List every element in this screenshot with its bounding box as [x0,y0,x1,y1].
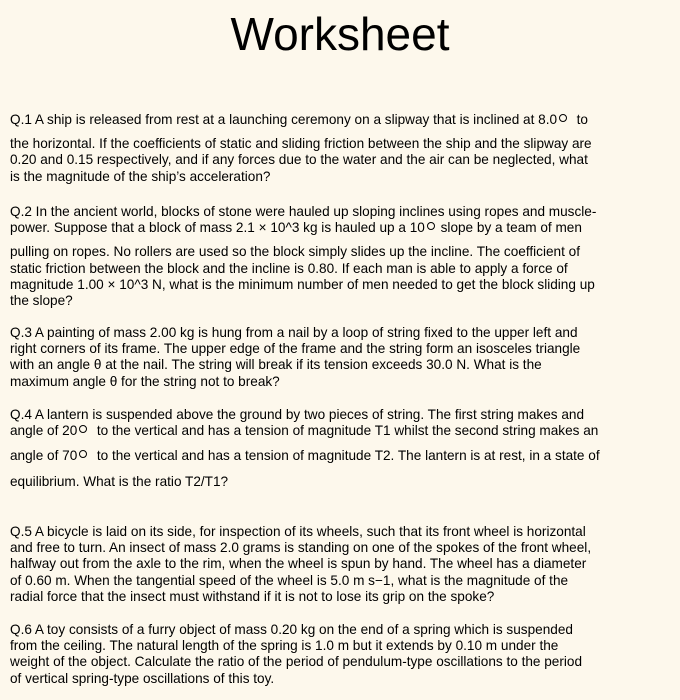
question-line: radial force that the insect must withstand if it is not to lose its grip on the spoke? [10,588,495,604]
question-line: from the ceiling. The natural length of the spring is 1.0 m but it extends by 0.10 m under the [10,638,559,654]
question-line: angle of 20 to the vertical and has a tension of magnitude T1 whilst the second string makes an [10,423,599,439]
question-line: magnitude 1.00 × 10^3 N, what is the minimum number of men needed to get the block sliding up [10,276,595,292]
question-line: Q.5 A bicycle is laid on its side, for inspection of its wheels, such that its front wheel is horizontal [10,524,586,539]
question-line: right corners of its frame. The upper edge of the frame and the string form an isosceles triangle [10,341,581,357]
degree-symbol-icon [427,222,435,230]
question-line: angle of 70 to the vertical and has a tension of magnitude T2. The lantern is at rest, in a state of [10,448,600,464]
question-1 [10,112,674,185]
question-4 [10,407,674,490]
question-line: equilibrium. What is the ratio T2/T1? [10,473,229,489]
question-2 [10,204,674,309]
page-title: Worksheet [230,8,450,60]
question-line: Q.2 In the ancient world, blocks of stone were hauled up sloping inclines using ropes and muscle- [10,204,597,219]
question-5 [10,524,674,605]
question-line: power. Suppose that a block of mass 2.1 × 10^3 kg is hauled up a 10 slope by a team of men [10,220,582,236]
degree-symbol-icon [79,450,87,458]
question-line: pulling on ropes. No rollers are used so the block simply slides up the incline. The coefficient of [10,244,580,260]
question-line: of 0.60 m. When the tangential speed of the wheel is 5.0 m s−1, what is the magnitude of the [10,572,569,588]
degree-symbol-icon [559,114,567,122]
question-line: is the magnitude of the ship’s acceleration? [10,168,271,184]
question-line: maximum angle θ for the string not to break? [10,373,280,389]
question-line: Q.6 A toy consists of a furry object of mass 0.20 kg on the end of a spring which is suspended [10,622,573,637]
question-line: and free to turn. An insect of mass 2.0 grams is standing on one of the spokes of the front wheel, [10,540,592,556]
question-3 [10,325,674,390]
question-line: the horizontal. If the coefficients of static and sliding friction between the ship and the slipway are [10,136,592,152]
question-line: Q.4 A lantern is suspended above the ground by two pieces of string. The first string makes and [10,407,585,422]
question-line: 0.20 and 0.15 respectively, and if any forces due to the water and the air can be neglected, what [10,152,588,168]
question-6 [10,622,674,687]
question-line: of vertical spring-type oscillations of this toy. [10,670,275,686]
degree-symbol-icon [79,425,87,433]
question-line: the slope? [10,293,73,309]
question-line: Q.1 A ship is released from rest at a launching ceremony on a slipway that is inclined at 8.0 to [10,112,588,127]
question-line: weight of the object. Calculate the ratio of the period of pendulum-type oscillations to the period [10,654,583,670]
question-line: halfway out from the axle to the rim, when the wheel is spun by hand. The wheel has a diameter [10,556,587,572]
question-line: with an angle θ at the nail. The string will break if its tension exceeds 30.0 N. What is the [10,357,542,373]
question-line: Q.3 A painting of mass 2.00 kg is hung from a nail by a loop of string fixed to the upper left and [10,325,578,340]
question-line: static friction between the block and the incline is 0.80. If each man is able to apply a force of [10,260,568,276]
